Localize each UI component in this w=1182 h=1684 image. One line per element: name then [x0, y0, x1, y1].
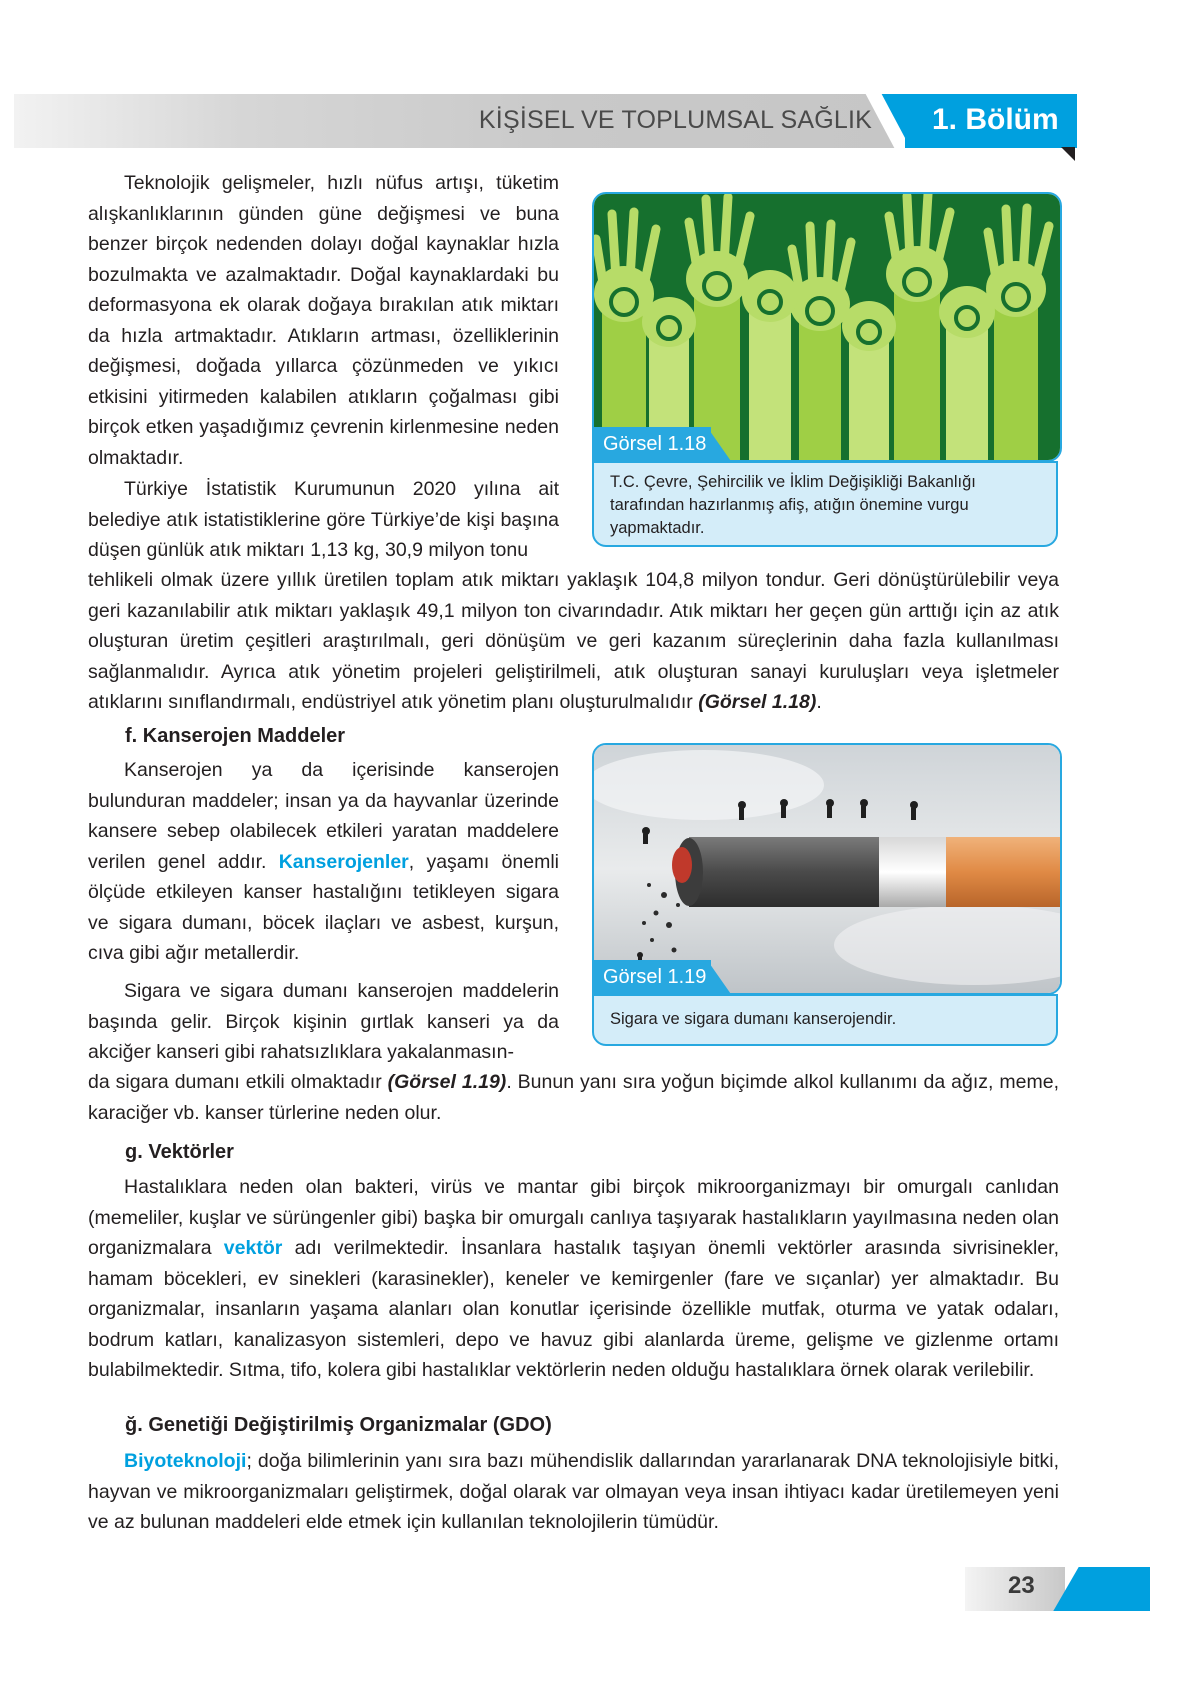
section-f-paragraph-2-wide — [88, 1067, 1059, 1128]
section-f-p1-text-after: , yaşamı önemli ölçüde etkileyen kanser hastalığını tetikleyen sigara ve sigara dumanı, böcek ilaçları ve asbest, kurşun, cıva gibi ağır metallerdir. — [88, 850, 559, 964]
section-f-p2-text-before: da sigara dumanı etkili olmaktadır — [88, 1071, 382, 1093]
section-g-p1-text-after: adı verilmektedir. İnsanlara hastalık taşıyan önemli vektörler arasında sivrisinekler, hamam böcekleri, ev sinekleri (karasinekler), keneler ve kemirgenler (fare ve sıçanlar) yer almaktadır. Bu organizmalar, insanların yaşama alanları olan konutlar içerisinde özellikle mutfak, oturma ve yatak odaları, bodrum katları, kanalizasyon sistemleri, depo ve havuz gibi alanlarda üreme, gelişme ve gizlenme ortamı bulabilmektedir. Sıtma, tifo, kolera gibi hastalıklar vektörlerin neden olduğu hastalıklara örnek olarak verilebilir. — [88, 1237, 1059, 1381]
section-g-p1-text-before: Hastalıklara neden olan bakteri, virüs ve mantar gibi birçok mikroorganizmayı bir omurgalı canlıdan (memeliler, kuşlar ve sürüngenler gibi) başka bir omurgalı canlıya taşıyarak hastalıkların yayılmasına neden olan organizmalara — [88, 1176, 1059, 1259]
figure-1-18-label: Görsel 1.18 — [592, 427, 711, 461]
intro-paragraph-2-wide — [88, 565, 1059, 718]
section-g-heading: g. Vektörler — [125, 1141, 234, 1163]
intro-paragraph-2-narrow: Türkiye İstatistik Kurumunun 2020 yılına ait belediye atık istatistiklerine göre Türkiye’de kişi başına düşen günlük atık miktarı 1,13 kg, 30,9 milyon tonu — [88, 478, 559, 561]
section-gdo-heading: ğ. Genetiği Değiştirilmiş Organizmalar (GDO) — [125, 1414, 552, 1436]
intro-paragraph-2-text: tehlikeli olmak üzere yıllık üretilen toplam atık miktarı yaklaşık 104,8 milyon tondur. Geri dönüştürülebilir veya geri kazanılabilir atık miktarı yaklaşık 49,1 milyon ton civarındadır. Atık miktarı her geçen gün arttığı için az atık oluşturan üretim çeşitleri araştırılmalı, geri dönüşüm ve geri kazanım süreçlerinin daha fazla kullanılması sağlanmalıdır. Ayrıca atık yönetim projeleri geliştirilmeli, atık oluşturan sanayi kuruluşları veya işletmeler atıklarını sınıflandırmalı, endüstriyel atık yönetim planı oluşturulmalıdır — [88, 569, 1059, 713]
figure-1-18-caption: T.C. Çevre, Şehircilik ve İklim Değişikliği Bakanlığı tarafından hazırlanmış afiş, atığın önemine vurgu yapmaktadır. — [592, 461, 1058, 547]
section-g-paragraph-1 — [88, 1172, 1059, 1386]
page-number: 23 — [1008, 1572, 1035, 1599]
sentence-end: . — [816, 691, 822, 713]
keyword-vektor: vektör — [223, 1237, 283, 1259]
section-gdo-p1-text: ; doğa bilimlerinin yanı sıra bazı mühendislik dallarından yararlanarak DNA teknolojisiyle bitki, hayvan ve mikroorganizmaları geliştirmek, doğal olarak var olmayan veya insan ihtiyacı kadar üretilemeyen yeni ve az bulunan maddeleri elde etmek için kullanılan teknolojilerin tümüdür. — [88, 1450, 1059, 1533]
section-f-paragraph-1 — [88, 755, 559, 969]
keyword-biyoteknoloji: Biyoteknoloji — [124, 1450, 247, 1472]
figure-1-19-label: Görsel 1.19 — [592, 960, 711, 994]
figure-reference-1-19: (Görsel 1.19) — [387, 1071, 507, 1093]
section-f-p1-text-before: Kanserojen ya da içerisinde kanserojen bulunduran maddeler; insan ya da hayvanlar üzerinde kansere sebep olabilecek etkileri yaratan maddelere verilen genel addır. — [88, 759, 559, 873]
page-number-accent — [1080, 1567, 1150, 1611]
burning-cigarette-photo — [594, 745, 1060, 993]
figure-reference-1-18: (Görsel 1.18) — [698, 691, 817, 713]
section-f-paragraph-2-narrow: Sigara ve sigara dumanı kanserojen maddelerin başında gelir. Birçok kişinin gırtlak kanseri ya da akciğer kanseri gibi rahatsızlıklara yakalanmasın- — [88, 980, 559, 1063]
recycling-hands-poster — [594, 194, 1060, 460]
section-gdo-paragraph-1 — [88, 1446, 1059, 1538]
intro-paragraph-1: Teknolojik gelişmeler, hızlı nüfus artışı, tüketim alışkanlıklarının günden güne değişmesi ve buna benzer birçok nedenden dolayı doğal kaynaklar hızla bozulmakta ve azalmaktadır. Doğal kaynaklardaki bu deformasyona ek olarak doğaya bırakılan atık miktarı da hızla artmaktadır. Atıkların artması, özelliklerinin değişmesi, doğada yıllarca çözünmeden ve yıkıcı etkisini yitirmeden kalabilen atıkların çoğalması gibi birçok etken yaşadığımız çevrenin kirlenmesine neden olmaktadır. — [88, 172, 559, 469]
keyword-kanserojenler: Kanserojenler — [278, 850, 409, 873]
running-header-title: KİŞİSEL VE TOPLUMSAL SAĞLIK — [478, 106, 872, 134]
corner-marker — [1061, 147, 1075, 161]
section-f-p2-text-after: . Bunun yanı sıra yoğun biçimde alkol kullanımı da ağız, meme, karaciğer vb. kanser türlerine neden olur. — [88, 1071, 1059, 1124]
figure-1-19-image — [592, 743, 1062, 995]
section-f-heading: f. Kanserojen Maddeler — [125, 725, 346, 747]
figure-1-18-image — [592, 192, 1062, 462]
figure-1-19-caption: Sigara ve sigara dumanı kanserojendir. — [592, 994, 1058, 1046]
chapter-label: 1. Bölüm — [932, 103, 1059, 136]
